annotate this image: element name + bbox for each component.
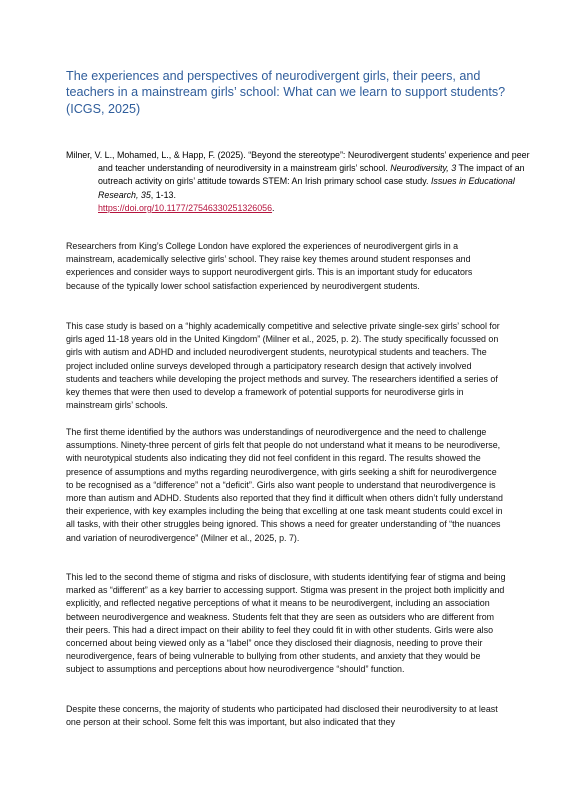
doi-link[interactable]: https://doi.org/10.1177/27546330251326056 (98, 202, 273, 213)
citation-authors: Milner, V. L., Mohamed, L., & Happ, F. (2025). “Beyond the stereotype”: Neurodivergent students’ experience and peer and teacher understanding of neurodiversity in a mainstream girls’ school. (66, 150, 530, 174)
body-paragraph-2: This case study is based on a “highly academically competitive and selective private single-sex girls’ school for girls aged 11-18 years old in the United Kingdom” (Milner et al., 2025, p. 2). The study specifically focussed on girls with autism and ADHD and included neurodivergent students, neurotypical students and teachers. The project included online surveys developed through a participatory research design that actively involved students and teachers while developing the project methods and survey. The researchers identified a series of key themes that were then used to develop a framework of potential supports for neurodiverse girls in mainstream girls’ schools. (66, 321, 500, 411)
body-paragraph-3: The first theme identified by the authors was understandings of neurodivergence and the need to challenge assumptions. Ninety-three percent of girls felt that people do not understand what it means to be neurodiverse, with neurotypical students also indicating they did not feel confident in this regard. The results showed the presence of assumptions and myths regarding neurodivergence, with girls seeking a shift for neurodivergence to be recognised as a “difference” not a “deficit”. Girls also want people to understand that neurodivergence is more than autism and ADHD. Students also reported that they find it difficult when others didn’t fully understand their experience, with key examples including the being that excelling at one task meant students could excel in all tasks, with their other struggles being ignored. This shows a need for greater understanding of “the nuances and variation of neurodivergence” (Milner et al., 2025, p. 7). (66, 427, 503, 543)
body-paragraph-5: Despite these concerns, the majority of students who participated had disclosed their neurodiversity to at least one person at their school. Some felt this was important, but also indicated that they (66, 704, 498, 728)
citation (66, 149, 538, 215)
citation-pages: , 1-13. (150, 189, 176, 200)
citation-journal: Neurodiversity, 3 (390, 163, 457, 174)
document-title: The experiences and perspectives of neurodivergent girls, their peers, and teachers in a mainstream girls’ school: What can we learn to support students? (ICGS, 2025) (66, 69, 506, 116)
body-paragraph-4: This led to the second theme of stigma and risks of disclosure, with students identifying fear of stigma and being marked as “different” as a key barrier to accessing support. Stigma was present in the project both implicitly and explicitly, and reflected negative perceptions of what it means to be neurodivergent, including an association between neurodivergence and weakness. Students felt that they are seen as outsiders who are different from their peers. This had a direct impact on their ability to feel they could fit in with other students. Girls were also concerned about being viewed only as a “label” once they disclosed their diagnosis, needing to prove their neurodivergence, fears of being vulnerable to bullying from other students, and anxiety that they would be subject to assumptions and perceptions about how neurodivergence “should” function. (66, 572, 506, 675)
citation-journal-2: Issues in Educational Research, 35 (98, 176, 515, 200)
citation-end: . (272, 202, 275, 213)
citation-middle: The impact of an outreach activity on girls’ attitude towards STEM: An Irish primary school case study. (98, 163, 525, 187)
body-paragraph-1: Researchers from King’s College London have explored the experiences of neurodivergent girls in a mainstream, academically selective girls’ school. They raise key themes around student responses and experiences and consider ways to support neurodivergent girls. This is an important study for educators because of the typically lower school satisfaction experienced by neurodivergent students. (66, 241, 473, 291)
